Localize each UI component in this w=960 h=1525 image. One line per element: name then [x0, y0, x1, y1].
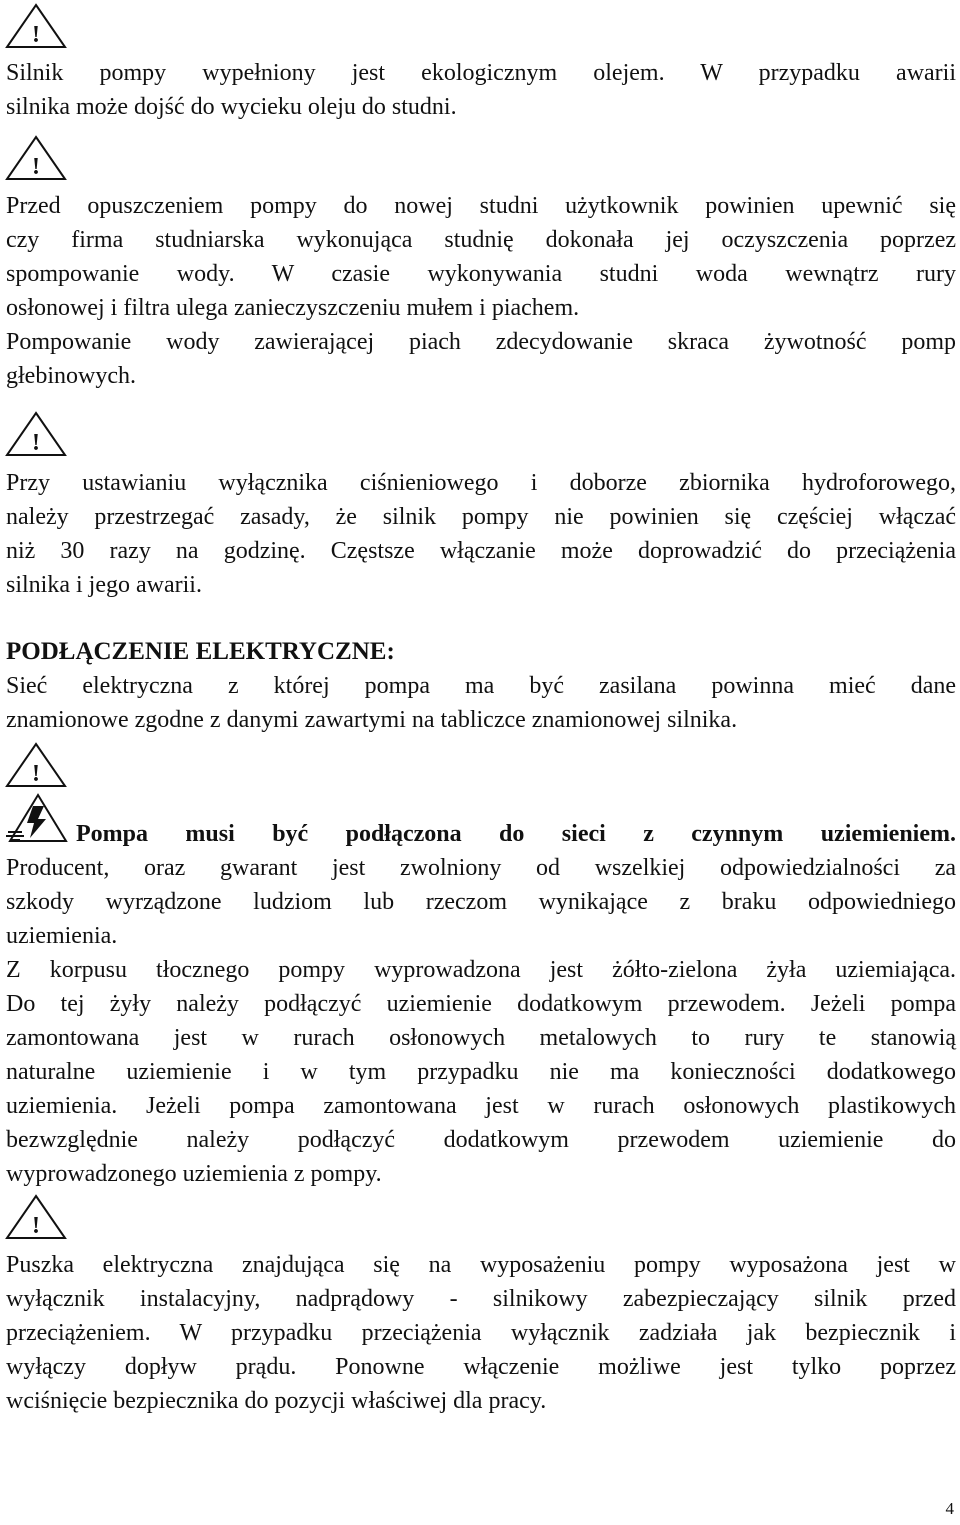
text-line: znamionowe zgodne z danymi zawartymi na tabliczce znamionowej silnika.	[6, 707, 738, 733]
text-line: silnika może dojść do wycieku oleju do studni.	[6, 94, 457, 120]
warning-triangle-icon-svg	[4, 410, 68, 458]
text-line: Pompowanie wody zawierającej piach zdecydowanie skraca żywotność pomp	[6, 329, 956, 355]
text-line: szkody wyrządzone ludziom lub rzeczom wynikające z braku odpowiedniego	[6, 889, 956, 915]
text-line: głebinowych.	[6, 363, 136, 389]
warning-exclamation: !	[32, 761, 40, 787]
warning-triangle-icon	[4, 410, 68, 458]
text-line: spompowanie wody. W czasie wykonywania studni woda wewnątrz rury	[6, 261, 956, 287]
text-line: zamontowana jest w rurach osłonowych metalowych to rury te stanowią	[6, 1025, 956, 1051]
paragraph-circuit-breaker	[6, 1248, 956, 1418]
page-number: 4	[945, 1499, 954, 1518]
grounding-warning: Pompa musi być podłączona do sieci z czynnym uziemieniem.	[76, 821, 956, 847]
text-line: wyłącznik instalacyjny, nadprądowy - silnikowy zabezpieczający silnik przed	[6, 1286, 956, 1312]
text-line: wyłączy dopływ prądu. Ponowne włączenie możliwe jest tylko poprzez	[6, 1354, 956, 1380]
text-line: wciśnięcie bezpiecznika do pozycji właściwej dla pracy.	[6, 1388, 547, 1414]
electric-hazard-icon-svg	[4, 792, 68, 846]
warning-triangle-icon	[4, 1193, 68, 1241]
paragraph-grounding	[6, 851, 956, 1191]
text-line: Silnik pompy wypełniony jest ekologicznym olejem. W przypadku awarii	[6, 60, 956, 86]
warning-triangle-icon-svg	[4, 2, 68, 50]
text-line: przeciążeniem. W przypadku przeciążenia wyłącznik zadziała jak bezpiecznik i	[6, 1320, 956, 1346]
warning-triangle-icon-svg	[4, 1193, 68, 1241]
paragraph-oil-warning	[6, 56, 956, 124]
warning-exclamation: !	[32, 154, 40, 180]
text-line: silnika i jego awarii.	[6, 572, 202, 598]
electric-hazard-icon	[4, 792, 68, 846]
text-line: Przy ustawianiu wyłącznika ciśnieniowego i doborze zbiornika hydroforowego,	[6, 470, 956, 496]
warning-triangle-icon	[4, 2, 68, 50]
text-line: Z korpusu tłocznego pompy wyprowadzona jest żółto-zielona żyła uziemiająca.	[6, 957, 956, 983]
warning-exclamation: !	[32, 1213, 40, 1239]
text-line: wyprowadzonego uziemienia z pompy.	[6, 1161, 382, 1187]
text-line: uziemienia.	[6, 923, 118, 949]
text-line: bezwzględnie należy podłączyć dodatkowym przewodem uziemienie do	[6, 1127, 956, 1153]
warning-triangle-icon-svg	[4, 741, 68, 789]
text-line: Puszka elektryczna znajdująca się na wyposażeniu pompy wyposażona jest w	[6, 1252, 956, 1278]
text-line: Do tej żyły należy podłączyć uziemienie dodatkowym przewodem. Jeżeli pompa	[6, 991, 956, 1017]
section-heading: PODŁĄCZENIE ELEKTRYCZNE:	[6, 638, 395, 665]
paragraph-power-supply	[6, 669, 956, 737]
warning-exclamation: !	[32, 22, 40, 48]
text-line: Sieć elektryczna z której pompa ma być zasilana powinna mieć dane	[6, 673, 956, 699]
paragraph-pressure-switch	[6, 466, 956, 602]
text-line: czy firma studniarska wykonująca studnię dokonała jej oczyszczenia poprzez	[6, 227, 956, 253]
warning-triangle-icon-svg	[4, 134, 68, 182]
paragraph-well-cleaning	[6, 189, 956, 393]
text-line: niż 30 razy na godzinę. Częstsze włączanie może doprowadzić do przeciążenia	[6, 538, 956, 564]
text-line: Producent, oraz gwarant jest zwolniony od wszelkiej odpowiedzialności za	[6, 855, 956, 881]
text-line: osłonowej i filtra ulega zanieczyszczeniu mułem i piachem.	[6, 295, 580, 321]
warning-triangle-icon	[4, 741, 68, 789]
text-line: należy przestrzegać zasady, że silnik pompy nie powinien się częściej włączać	[6, 504, 956, 530]
text-line: naturalne uziemienie i w tym przypadku nie ma konieczności dodatkowego	[6, 1059, 956, 1085]
text-line: Przed opuszczeniem pompy do nowej studni użytkownik powinien upewnić się	[6, 193, 956, 219]
warning-exclamation: !	[32, 430, 40, 456]
warning-triangle-icon	[4, 134, 68, 182]
text-line: uziemienia. Jeżeli pompa zamontowana jest w rurach osłonowych plastikowych	[6, 1093, 956, 1119]
